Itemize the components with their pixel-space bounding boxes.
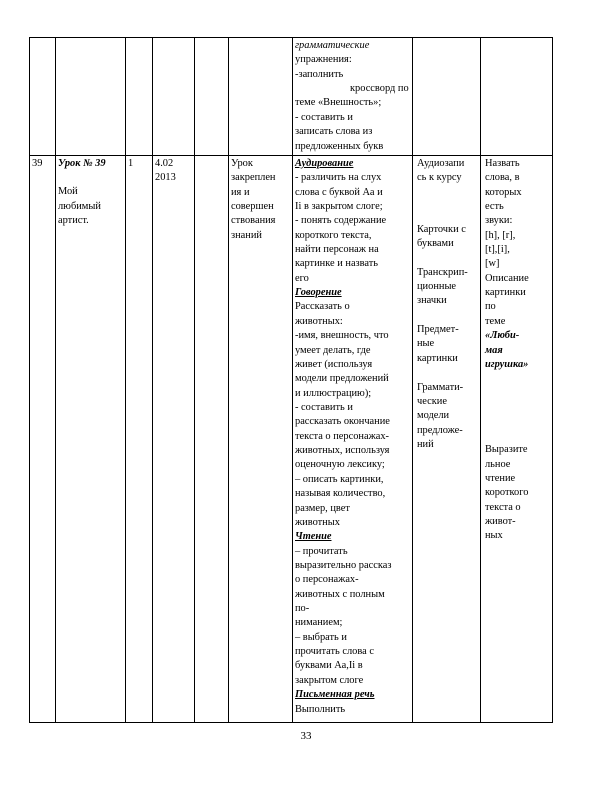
cell-blank <box>195 155 229 722</box>
text-line: записать слова из <box>295 126 373 138</box>
text-line: ных <box>485 530 503 542</box>
text-line: [w] <box>485 258 500 270</box>
text-line: закреплен <box>231 172 276 184</box>
text-line: закрытом слоге <box>295 674 364 686</box>
lesson-type <box>229 155 293 722</box>
control-reading <box>485 443 550 544</box>
text-line: - составить и <box>295 111 353 123</box>
text-line: картинки <box>417 352 458 364</box>
text-line: оценочную лексику; <box>295 459 385 471</box>
cell-activities <box>293 38 413 156</box>
text-line: буквами <box>417 237 454 249</box>
lesson-title: Урок № 39 <box>58 157 106 169</box>
text-line: слова с буквой Аа и <box>295 186 383 198</box>
text-line: картинке и назвать <box>295 258 379 270</box>
text-line: по <box>485 301 496 313</box>
text-line: Транскрип- <box>417 266 468 278</box>
text-line: – описать картинки, <box>295 473 384 485</box>
text-line: размер, цвет <box>295 502 350 514</box>
text-line: модели предложений <box>295 373 389 385</box>
text-line: короткого текста, <box>295 229 372 241</box>
text-line: - составить и <box>295 401 353 413</box>
lesson-control <box>481 155 553 722</box>
text-line: [h], [r], <box>485 229 516 241</box>
text-line <box>417 366 478 380</box>
resources-audio <box>417 157 478 186</box>
text-line: текста о <box>485 501 521 513</box>
text-line: любимый <box>58 200 101 212</box>
text-line: слова, в <box>485 172 520 184</box>
text-line: ционные <box>417 281 457 293</box>
text-line: теме «Внешность»; <box>295 97 382 109</box>
text-line: Чтение <box>295 531 332 543</box>
control-topic <box>485 329 550 372</box>
text-line: текста о персонажах- <box>295 430 390 442</box>
text-line: Рассказать о <box>295 301 350 313</box>
text-line: животных, используя <box>295 445 390 457</box>
text-line: умеет делать, где <box>295 344 371 356</box>
text-line: его <box>295 272 309 284</box>
text-line: ниманием; <box>295 617 343 629</box>
lesson-date <box>153 155 195 722</box>
text-line: ствования <box>231 215 276 227</box>
text-line: -имя, внешность, что <box>295 330 389 342</box>
text-line: Назвать <box>485 157 520 169</box>
text-line: звуки: <box>485 215 513 227</box>
text-line: короткого <box>485 487 529 499</box>
text-line: льное <box>485 458 511 470</box>
text-line: предложе- <box>417 424 463 436</box>
lesson-activities <box>293 155 413 722</box>
text-line: животных с полным <box>295 588 385 600</box>
text-line: выразительно рассказ <box>295 559 392 571</box>
text-line: Карточки с <box>417 223 466 235</box>
text-line: картинки <box>485 287 526 299</box>
text-line: - различить на слух <box>295 172 382 184</box>
text-line: Урок <box>231 157 253 169</box>
cell-topic <box>56 38 126 156</box>
text-line: есть <box>485 200 504 212</box>
text-line: которых <box>485 186 522 198</box>
text-line: -заполнить <box>295 68 344 80</box>
cell-hours <box>126 38 153 156</box>
text-line: артист. <box>58 214 89 226</box>
text-line: по- <box>295 603 310 615</box>
text-line: сь к курсу <box>417 172 462 184</box>
text-line: животных: <box>295 315 343 327</box>
text-line: чтение <box>485 472 516 484</box>
cell-number <box>30 38 56 156</box>
text-line <box>417 309 478 323</box>
cell-blank <box>195 38 229 156</box>
text-line: кроссворд по <box>350 83 409 95</box>
text-line: называя количество, <box>295 488 386 500</box>
text-line: о персонажах- <box>295 574 359 586</box>
cell-topic <box>56 155 126 722</box>
resources-materials <box>417 223 478 453</box>
text-line: и иллюстрацию); <box>295 387 372 399</box>
text-line: Мой <box>58 186 78 198</box>
text-line: мая <box>485 344 503 356</box>
text-line: ческие <box>417 395 447 407</box>
text-line: модели <box>417 410 450 422</box>
text-line: ия и <box>231 186 250 198</box>
lesson-topic <box>58 185 123 228</box>
text-line: Предмет- <box>417 324 459 336</box>
text-line: Письменная речь <box>295 689 375 701</box>
text-line: рассказать окончание <box>295 416 390 428</box>
text-line: 4.02 <box>155 157 174 169</box>
text-line: Аудиозапи <box>417 157 465 169</box>
text-line: буквами Аа,Ii в <box>295 660 363 672</box>
text-line: теме <box>485 315 506 327</box>
text-line: Выполнить <box>295 703 346 715</box>
text-line: Аудирование <box>295 157 354 169</box>
text-line: – выбрать и <box>295 631 347 643</box>
table-row <box>30 155 553 722</box>
text-line: – прочитать <box>295 545 348 557</box>
text-line: животных <box>295 516 340 528</box>
text-line: Говорение <box>295 287 342 299</box>
text-line: значки <box>417 295 447 307</box>
cell-resources <box>413 38 481 156</box>
text-line: ные <box>417 338 435 350</box>
text-line: живот- <box>485 516 516 528</box>
page-number: 33 <box>300 730 312 742</box>
text-line: живет (используя <box>295 358 373 370</box>
text-line: [t],[i], <box>485 244 510 256</box>
text-line: упражнения: <box>295 54 352 66</box>
text-line: грамматические <box>295 40 370 51</box>
text-line: совершен <box>231 200 274 212</box>
text-line: Граммати- <box>417 381 464 393</box>
lesson-hours: 1 <box>126 155 153 722</box>
text-line: ний <box>417 438 434 450</box>
text-line: Описание <box>485 272 529 284</box>
text-line: Выразите <box>485 444 528 456</box>
text-line: игрушка» <box>485 358 529 370</box>
cell-lesson-type <box>229 38 293 156</box>
text-line <box>417 251 478 265</box>
cell-date <box>153 38 195 156</box>
control-tasks <box>485 157 550 329</box>
text-line: - понять содержание <box>295 215 387 227</box>
text-line: прочитать слова с <box>295 646 374 658</box>
text-line: 2013 <box>155 172 176 184</box>
cell-control <box>481 38 553 156</box>
table-row <box>30 38 553 156</box>
lesson-plan-table <box>29 37 553 723</box>
lesson-resources <box>413 155 481 722</box>
text-line: знаний <box>231 229 262 241</box>
lesson-number: 39 <box>30 155 56 722</box>
text-line: «Люби- <box>485 330 520 342</box>
text-line: найти персонаж на <box>295 244 379 256</box>
text-line: Ii в закрытом слоге; <box>295 200 383 212</box>
text-line: предложенных букв <box>295 140 384 152</box>
